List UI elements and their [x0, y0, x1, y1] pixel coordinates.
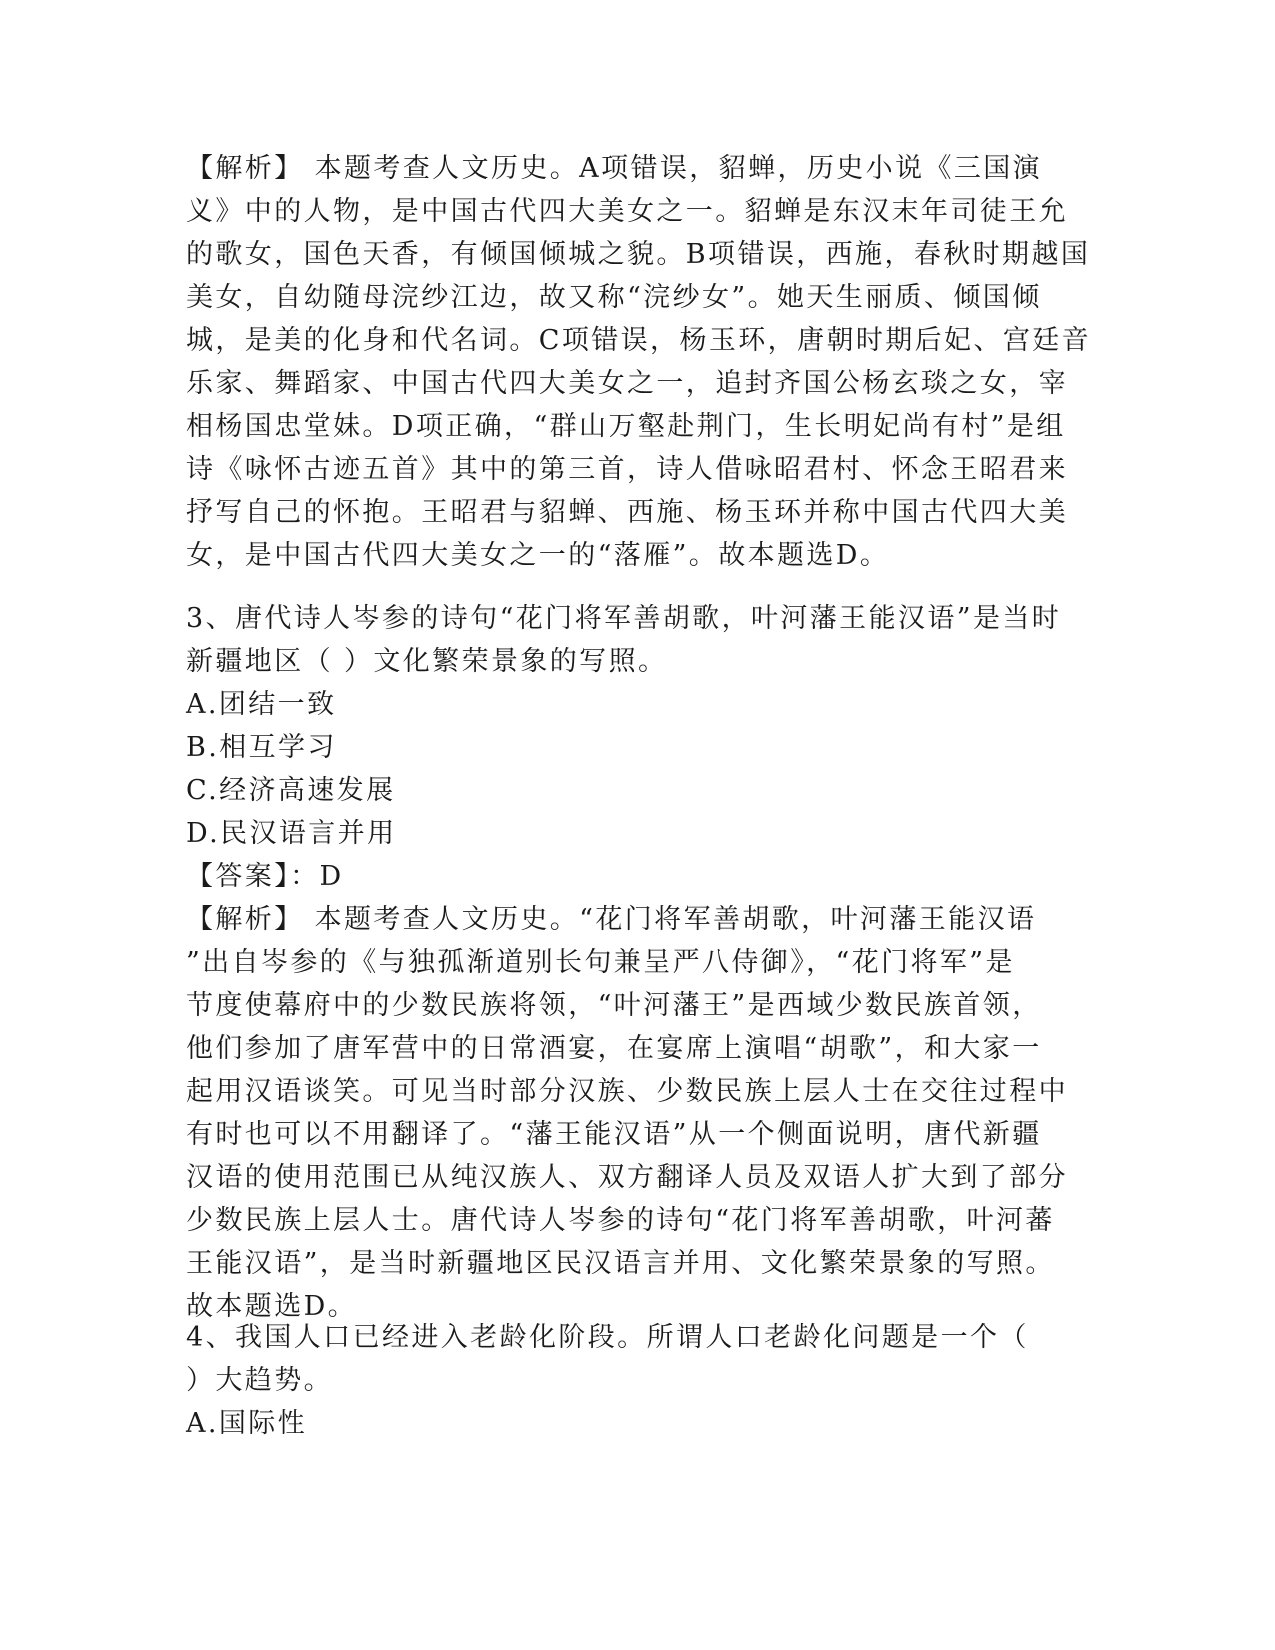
analysis-line: 【解析】 本题考查人文历史。“花门将军善胡歌，叶河藩王能汉语: [186, 904, 1037, 935]
answer-line: 【答案】：D: [186, 861, 344, 892]
analysis-line: 抒写自己的怀抱。王昭君与貂蝉、西施、杨玉环并称中国古代四大美: [186, 497, 1068, 528]
question-4: [186, 1316, 1076, 1445]
option-c: C.经济高速发展: [186, 775, 396, 806]
analysis-line: 汉语的使用范围已从纯汉族人、双方翻译人员及双语人扩大到了部分: [186, 1162, 1068, 1193]
analysis-line: 义》中的人物，是中国古代四大美女之一。貂蝉是东汉末年司徒王允: [186, 196, 1068, 227]
analysis-line: 的歌女，国色天香，有倾国倾城之貌。B项错误，西施，春秋时期越国: [186, 239, 1091, 270]
analysis-line: 相杨国忠堂妹。D项正确，“群山万壑赴荆门，生长明妃尚有村”是组: [186, 411, 1066, 442]
analysis-block-q2: [186, 147, 1092, 577]
question-stem-line: 3、唐代诗人岑参的诗句“花门将军善胡歌，叶河藩王能汉语”是当时: [186, 603, 1062, 634]
option-a: A.国际性: [186, 1408, 308, 1439]
question-stem-line: 新疆地区（ ）文化繁荣景象的写照。: [186, 646, 668, 677]
analysis-line: 起用汉语谈笑。可见当时部分汉族、少数民族上层人士在交往过程中: [186, 1076, 1068, 1107]
option-b: B.相互学习: [186, 732, 337, 763]
question-3: [186, 597, 1076, 1328]
analysis-line: 【解析】 本题考查人文历史。A项错误，貂蝉，历史小说《三国演: [186, 153, 1043, 184]
option-a: A.团结一致: [186, 689, 337, 720]
analysis-line: ”出自岑参的《与独孤渐道别长句兼呈严八侍御》，“花门将军”是: [186, 947, 1015, 978]
question-stem-line: ）大趋势。: [186, 1365, 333, 1396]
analysis-line: 美女，自幼随母浣纱江边，故又称“浣纱女”。她天生丽质、倾国倾: [186, 282, 1042, 313]
analysis-line: 女，是中国古代四大美女之一的“落雁”。故本题选D。: [186, 540, 890, 571]
analysis-line: 乐家、舞蹈家、中国古代四大美女之一，追封齐国公杨玄琰之女，宰: [186, 368, 1068, 399]
analysis-line: 节度使幕府中的少数民族将领，“叶河藩王”是西域少数民族首领，: [186, 990, 1042, 1021]
analysis-line: 王能汉语”，是当时新疆地区民汉语言并用、文化繁荣景象的写照。: [186, 1248, 1055, 1279]
analysis-line: 故本题选D。: [186, 1291, 358, 1322]
analysis-line: 诗《咏怀古迹五首》其中的第三首，诗人借咏昭君村、怀念王昭君来: [186, 454, 1068, 485]
question-stem-line: 4、我国人口已经进入老龄化阶段。所谓人口老龄化问题是一个（: [186, 1322, 1029, 1353]
analysis-line: 城，是美的化身和代名词。C项错误，杨玉环，唐朝时期后妃、宫廷音: [186, 325, 1092, 356]
analysis-line: 他们参加了唐军营中的日常酒宴，在宴席上演唱“胡歌”，和大家一: [186, 1033, 1042, 1064]
analysis-line: 少数民族上层人士。唐代诗人岑参的诗句“花门将军善胡歌，叶河蕃: [186, 1205, 1055, 1236]
analysis-line: 有时也可以不用翻译了。“藩王能汉语”从一个侧面说明，唐代新疆: [186, 1119, 1042, 1150]
option-d: D.民汉语言并用: [186, 818, 397, 849]
